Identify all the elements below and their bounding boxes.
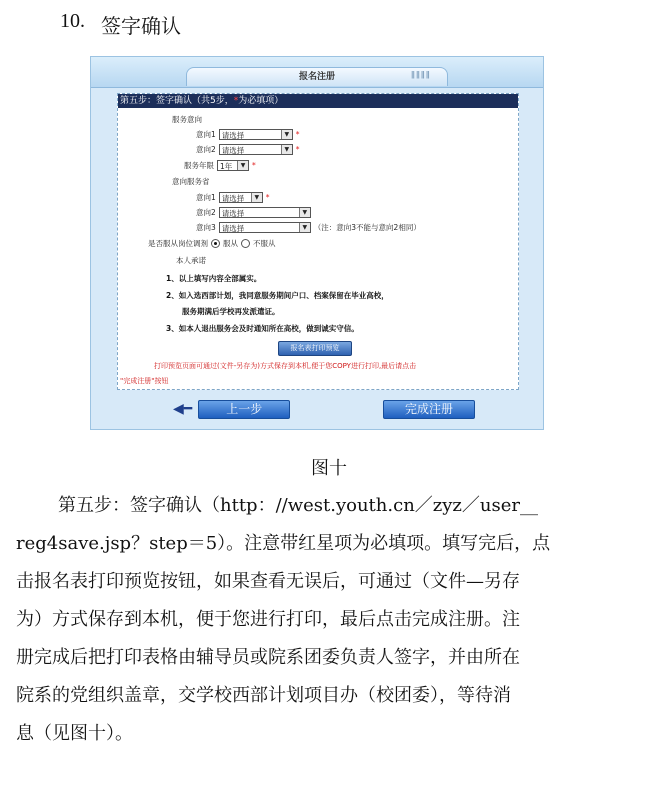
adjust-no-radio[interactable]	[241, 239, 250, 248]
province-label	[172, 176, 210, 187]
chevron-down-icon: ▼	[237, 161, 248, 170]
figure-caption: 图十	[311, 458, 347, 479]
window-title-tab	[186, 67, 448, 86]
years-select[interactable]	[217, 160, 249, 171]
prov2-select[interactable]	[219, 207, 311, 218]
step-header-text: 第五步：签字确认（共5步，	[120, 96, 234, 106]
prov3-value: 请选择	[221, 224, 245, 233]
required-star: *	[265, 193, 270, 202]
prov1-value: 请选择	[221, 194, 245, 203]
para-line-3: 击报名表打印预览按钮，如果查看无误后，可通过（文件—另存	[16, 571, 520, 592]
back-arrow-icon: ◀━	[173, 401, 193, 417]
prov2-label: 意向2	[196, 208, 216, 217]
prov2-value: 请选择	[221, 209, 245, 218]
required-star: *	[295, 130, 300, 139]
registration-screenshot	[90, 56, 544, 430]
prev-step-button[interactable]: 上一步	[198, 400, 290, 419]
pledge-2b: 服务期满后学校再发派遣证。	[182, 307, 280, 316]
years-value: 1年	[220, 162, 233, 171]
window-title: 报名注册	[298, 72, 335, 82]
section-heading	[60, 10, 181, 39]
chevron-down-icon: ▼	[281, 130, 292, 139]
required-star: *	[252, 161, 256, 170]
section-number: 10.	[60, 10, 85, 32]
intent2-value: 请选择	[221, 146, 245, 155]
para-line-7: 息（见图十）。	[16, 723, 133, 744]
step-header-star: *	[233, 96, 239, 106]
intent2-label: 意向2	[196, 145, 216, 154]
intent2-select[interactable]	[219, 144, 293, 155]
chevron-down-icon: ▼	[281, 145, 292, 154]
section-title: 签字确认	[101, 14, 181, 38]
intent1-value: 请选择	[221, 131, 245, 140]
prov1-row	[196, 192, 270, 203]
intent2-row	[196, 144, 300, 155]
finish-nav	[383, 400, 475, 419]
prov3-label: 意向3	[196, 223, 216, 232]
prov1-select[interactable]	[219, 192, 263, 203]
adjust-no-label: 不服从	[253, 239, 276, 248]
para-line-6: 院系的党组织盖章，交学校西部计划项目办（校团委），等待消	[16, 685, 511, 706]
years-label: 服务年限	[184, 161, 214, 170]
prov3-row	[196, 222, 421, 233]
adjust-yes-radio[interactable]	[211, 239, 220, 248]
prov2-row	[196, 207, 311, 218]
adjust-row	[148, 238, 276, 249]
years-row	[184, 160, 256, 171]
prev-nav	[173, 400, 290, 419]
pledge-3: 3、如本人退出服务会及时通知所在高校，做到诚实守信。	[166, 324, 359, 333]
pledge-2: 2、如入选西部计划，我同意服务期间户口、档案保留在毕业高校，	[166, 291, 389, 300]
note-line1: 打印预览页面可通过(文件-另存为)方式保存到本机,便于您COPY进行打印,最后请点击	[154, 362, 417, 370]
prov3-note: （注：意向3不能与意向2相同）	[313, 223, 421, 232]
finish-register-button[interactable]: 完成注册	[383, 400, 475, 419]
service-intent-text: 服务意向	[172, 115, 202, 124]
chevron-down-icon: ▼	[299, 208, 310, 217]
pledge-title-text: 本人承诺	[176, 256, 206, 265]
intent1-select[interactable]	[219, 129, 293, 140]
para-line-1: 第五步：签字确认（http：//west.youth.cn／zyz／user__	[58, 495, 539, 516]
adjust-yes-label: 服从	[223, 239, 238, 248]
service-intent-label	[172, 114, 202, 125]
pledge-1: 1、以上填写内容全部属实。	[166, 274, 262, 283]
print-preview-button[interactable]: 报名表打印预览	[278, 341, 352, 356]
decoration-right: ǁǁǁǁ	[411, 70, 431, 79]
body-paragraph	[16, 487, 636, 753]
pledge-title	[176, 255, 206, 266]
para-line-5: 册完成后把打印表格由辅导员或院系团委负责人签字，并由所在	[16, 647, 520, 668]
step-header-tail: 为必填项）	[238, 96, 284, 106]
chevron-down-icon: ▼	[251, 193, 262, 202]
para-line-4: 为）方式保存到本机，便于您进行打印，最后点击完成注册。注	[16, 609, 520, 630]
form-area	[117, 93, 519, 390]
intent1-row	[196, 129, 300, 140]
window-header	[91, 57, 543, 88]
note-line2: "完成注册"按钮	[120, 377, 169, 385]
step-header	[118, 94, 518, 108]
chevron-down-icon: ▼	[299, 223, 310, 232]
para-line-2: reg4save.jsp？step＝5）。注意带红星项为必填项。填写完后，点	[16, 533, 551, 554]
required-star: *	[295, 145, 300, 154]
province-label-text: 意向服务省	[172, 177, 210, 186]
adjust-label: 是否服从岗位调剂	[148, 239, 208, 248]
prov3-select[interactable]	[219, 222, 311, 233]
intent1-label: 意向1	[196, 130, 216, 139]
prov1-label: 意向1	[196, 193, 216, 202]
